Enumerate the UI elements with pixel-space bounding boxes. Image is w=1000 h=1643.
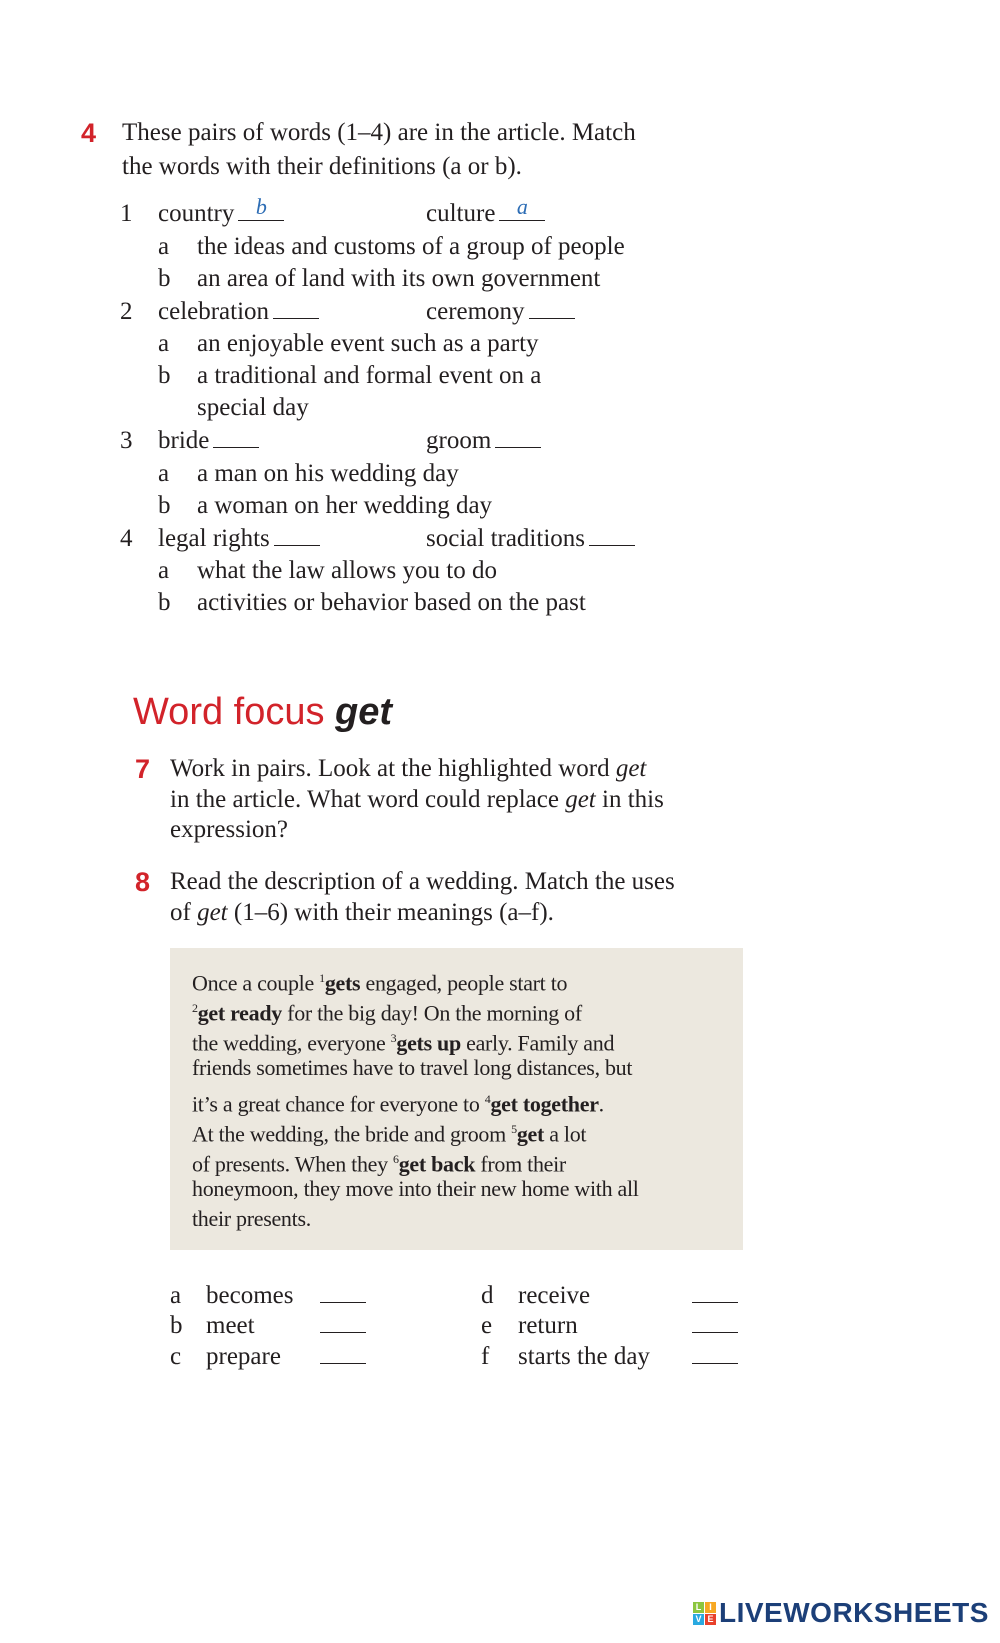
- logo-tiles-icon: L I V E: [693, 1602, 716, 1625]
- answer-blank[interactable]: [692, 1345, 738, 1364]
- answer-blank[interactable]: [495, 429, 541, 448]
- definition: a man on his wedding day: [197, 460, 459, 487]
- item-number: 4: [120, 525, 133, 552]
- answer-blank[interactable]: [589, 527, 635, 546]
- answer: a: [516, 194, 528, 219]
- answer-blank[interactable]: [692, 1314, 738, 1333]
- option-letter: a: [158, 557, 170, 584]
- instruction: the words with their definitions (a or b).: [122, 153, 522, 180]
- definition: an enjoyable event such as a party: [197, 330, 539, 357]
- definition: special day: [197, 394, 309, 421]
- definition: activities or behavior based on the past: [197, 589, 586, 616]
- emphasis: get: [565, 786, 596, 813]
- meaning-word: prepare: [206, 1343, 281, 1370]
- word-pair-item: [426, 425, 541, 457]
- word: ceremony: [426, 298, 525, 325]
- text: in this: [595, 786, 664, 813]
- definition: the ideas and customs of a group of people: [197, 233, 625, 260]
- option-letter: a: [158, 330, 170, 357]
- option-letter: a: [158, 460, 170, 487]
- word-pair-item: [426, 194, 545, 230]
- meaning-word: starts the day: [518, 1343, 650, 1370]
- section-heading: [133, 690, 392, 734]
- word: groom: [426, 427, 492, 454]
- meaning-letter: f: [481, 1343, 490, 1370]
- instruction: [170, 753, 646, 785]
- answer-blank[interactable]: [238, 194, 284, 221]
- answer-blank[interactable]: [692, 1284, 738, 1303]
- passage-line: honeymoon, they move into their new home with all: [192, 1176, 639, 1201]
- answer-blank[interactable]: [273, 300, 319, 319]
- item-number: 1: [120, 200, 133, 227]
- meaning-letter: d: [481, 1282, 494, 1309]
- answer: b: [255, 194, 267, 219]
- instruction: These pairs of words (1–4) are in the article. Match: [122, 119, 636, 146]
- word-pair-item: [158, 425, 259, 457]
- option-letter: b: [158, 492, 171, 519]
- meaning-letter: b: [170, 1312, 183, 1339]
- passage-line: their presents.: [192, 1206, 311, 1231]
- item-number: 2: [120, 298, 133, 325]
- instruction: expression?: [170, 816, 289, 843]
- definition: what the law allows you to do: [197, 557, 497, 584]
- meaning-letter: e: [481, 1312, 493, 1339]
- meaning-letter: c: [170, 1343, 182, 1370]
- item-number: 3: [120, 427, 133, 454]
- answer-blank[interactable]: [320, 1284, 366, 1303]
- text: Work in pairs. Look at the highlighted word: [170, 755, 616, 782]
- instruction: [170, 784, 664, 816]
- meaning-word: becomes: [206, 1282, 294, 1309]
- emphasis: get: [197, 899, 228, 926]
- meaning-word: receive: [518, 1282, 591, 1309]
- word: celebration: [158, 298, 270, 325]
- answer-blank[interactable]: [274, 527, 320, 546]
- text: in the article. What word could replace: [170, 786, 566, 813]
- word: legal rights: [158, 525, 270, 552]
- passage-line: $^2$get ready for the big day! On the morning of: [192, 1000, 582, 1026]
- word-pair-item: [426, 523, 635, 555]
- passage-line: of presents. When they $^6$get back from their: [192, 1151, 566, 1177]
- answer-blank[interactable]: [320, 1345, 366, 1364]
- option-letter: b: [158, 589, 171, 616]
- passage-line: At the wedding, the bride and groom $^5$get a lot: [192, 1121, 587, 1147]
- word-pair-item: [426, 296, 575, 328]
- word: culture: [426, 200, 496, 227]
- emphasis: get: [615, 755, 647, 782]
- exercise-number: 4: [81, 118, 97, 148]
- word: bride: [158, 427, 210, 454]
- definition: a traditional and formal event on a: [197, 362, 542, 389]
- meaning-word: meet: [206, 1312, 255, 1339]
- heading-keyword: get: [335, 691, 393, 733]
- word-pair-item: [158, 194, 284, 230]
- passage-line: Once a couple $^1$gets engaged, people start to: [192, 970, 568, 996]
- word-pair-item: [158, 523, 320, 555]
- passage-line: friends sometimes have to travel long distances, but: [192, 1055, 633, 1080]
- passage-line: it’s a great chance for everyone to $^4$get together.: [192, 1091, 604, 1117]
- word-pair-item: [158, 296, 319, 328]
- option-letter: b: [158, 265, 171, 292]
- answer-blank[interactable]: [320, 1314, 366, 1333]
- passage-line: the wedding, everyone $^3$gets up early. Family and: [192, 1030, 615, 1056]
- word: social traditions: [426, 525, 585, 552]
- instruction: [170, 897, 554, 929]
- definition: an area of land with its own government: [197, 265, 601, 292]
- text: of: [170, 899, 198, 926]
- liveworksheets-logo: [693, 1598, 989, 1628]
- option-letter: a: [158, 233, 170, 260]
- meaning-word: return: [518, 1312, 578, 1339]
- logo-text: LIVEWORKSHEETS: [719, 1597, 989, 1628]
- exercise-number: 7: [135, 754, 151, 784]
- option-letter: b: [158, 362, 171, 389]
- answer-blank[interactable]: [529, 300, 575, 319]
- meaning-letter: a: [170, 1282, 182, 1309]
- text: (1–6) with their meanings (a–f).: [227, 899, 554, 926]
- answer-blank[interactable]: [499, 194, 545, 221]
- definition: a woman on her wedding day: [197, 492, 493, 519]
- exercise-number: 8: [135, 867, 151, 897]
- word: country: [158, 200, 235, 227]
- answer-blank[interactable]: [213, 429, 259, 448]
- instruction: Read the description of a wedding. Match the uses: [170, 868, 675, 895]
- heading-text: Word focus: [133, 691, 336, 733]
- passage-box: [170, 948, 743, 1250]
